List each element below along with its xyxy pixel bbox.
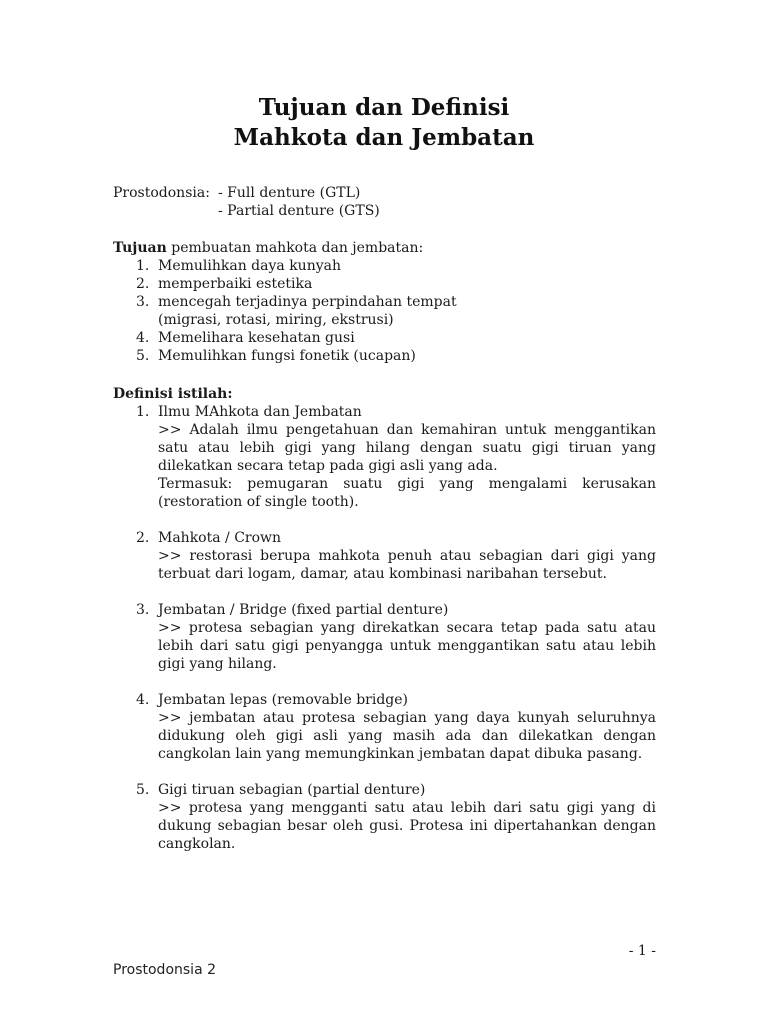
definition-item: [113, 781, 656, 853]
list-text: memperbaiki estetika: [158, 276, 313, 292]
prostodonsia-row-1: [113, 184, 656, 202]
list-item: [113, 275, 656, 293]
title-line-2: Mahkota dan Jembatan: [233, 124, 535, 151]
definition-description: >> protesa yang mengganti satu atau lebih dari satu gigi yang di dukung sebagian besar oleh gusi. Protesa ini dipertahankan dengan cangkolan.: [158, 800, 656, 852]
definition-term: Jembatan / Bridge (fixed partial denture): [158, 602, 449, 618]
page-footer: Prostodonsia 2: [113, 962, 217, 978]
list-item: [113, 329, 656, 347]
definition-note: Termasuk: pemugaran suatu gigi yang mengalami kerusakan (restoration of single tooth).: [158, 476, 656, 510]
list-text-continued: (migrasi, rotasi, miring, ekstrusi): [158, 312, 394, 328]
definition-description: >> restorasi berupa mahkota penuh atau sebagian dari gigi yang terbuat dari logam, damar, atau kombinasi naribahan tersebut.: [158, 548, 656, 582]
list-number: 1.: [136, 404, 150, 420]
list-number: 4.: [136, 692, 150, 708]
definition-item: [113, 529, 656, 583]
list-number: 3.: [136, 602, 150, 618]
list-number: 5.: [136, 348, 150, 364]
title-block: [0, 93, 768, 153]
list-number: 2.: [136, 276, 150, 292]
prostodonsia-item: - Full denture (GTL): [218, 185, 361, 201]
definition-term: Mahkota / Crown: [158, 530, 282, 546]
prostodonsia-row-2: [113, 202, 656, 220]
tujuan-list: [113, 257, 656, 365]
list-number: 4.: [136, 330, 150, 346]
list-text: mencegah terjadinya perpindahan tempat: [158, 294, 457, 310]
prostodonsia-item: - Partial denture (GTS): [218, 203, 380, 219]
tujuan-heading-rest: pembuatan mahkota dan jembatan:: [166, 240, 424, 256]
list-number: 2.: [136, 530, 150, 546]
definition-description: >> protesa sebagian yang direkatkan secara tetap pada satu atau lebih dari satu gigi penyangga untuk menggantikan satu atau lebih gigi yang hilang.: [158, 620, 656, 672]
list-number: 3.: [136, 294, 150, 310]
list-text: Memulihkan daya kunyah: [158, 258, 341, 274]
content: [113, 184, 656, 871]
list-item: [113, 293, 656, 329]
page-number: - 1 -: [628, 943, 656, 959]
definition-term: Ilmu MAhkota dan Jembatan: [158, 404, 362, 420]
definition-item: [113, 691, 656, 763]
definition-item: [113, 601, 656, 673]
list-item: [113, 257, 656, 275]
definisi-heading: Definisi istilah:: [113, 386, 233, 402]
list-text: Memulihkan fungsi fonetik (ucapan): [158, 348, 416, 364]
definition-term: Gigi tiruan sebagian (partial denture): [158, 782, 426, 798]
list-item: [113, 347, 656, 365]
definisi-list: [113, 403, 656, 853]
definition-description: >> jembatan atau protesa sebagian yang daya kunyah seluruhnya didukung oleh gigi asli yang masih ada dan dilekatkan dengan cangkolan lain yang memungkinkan jembatan dapat dibuka pasang.: [158, 710, 656, 762]
definition-item: [113, 403, 656, 511]
list-text: Memelihara kesehatan gusi: [158, 330, 355, 346]
list-number: 5.: [136, 782, 150, 798]
definition-term: Jembatan lepas (removable bridge): [158, 692, 409, 708]
definition-description: >> Adalah ilmu pengetahuan dan kemahiran untuk menggantikan satu atau lebih gigi yang hilang dengan suatu gigi tiruan yang dilekatkan secara tetap pada gigi asli yang ada.: [158, 422, 656, 474]
list-number: 1.: [136, 258, 150, 274]
tujuan-heading-bold: Tujuan: [113, 240, 167, 256]
prostodonsia-label: Prostodonsia:: [113, 185, 210, 201]
tujuan-heading: [113, 239, 656, 257]
title-line-1: Tujuan dan Definisi: [258, 94, 510, 121]
